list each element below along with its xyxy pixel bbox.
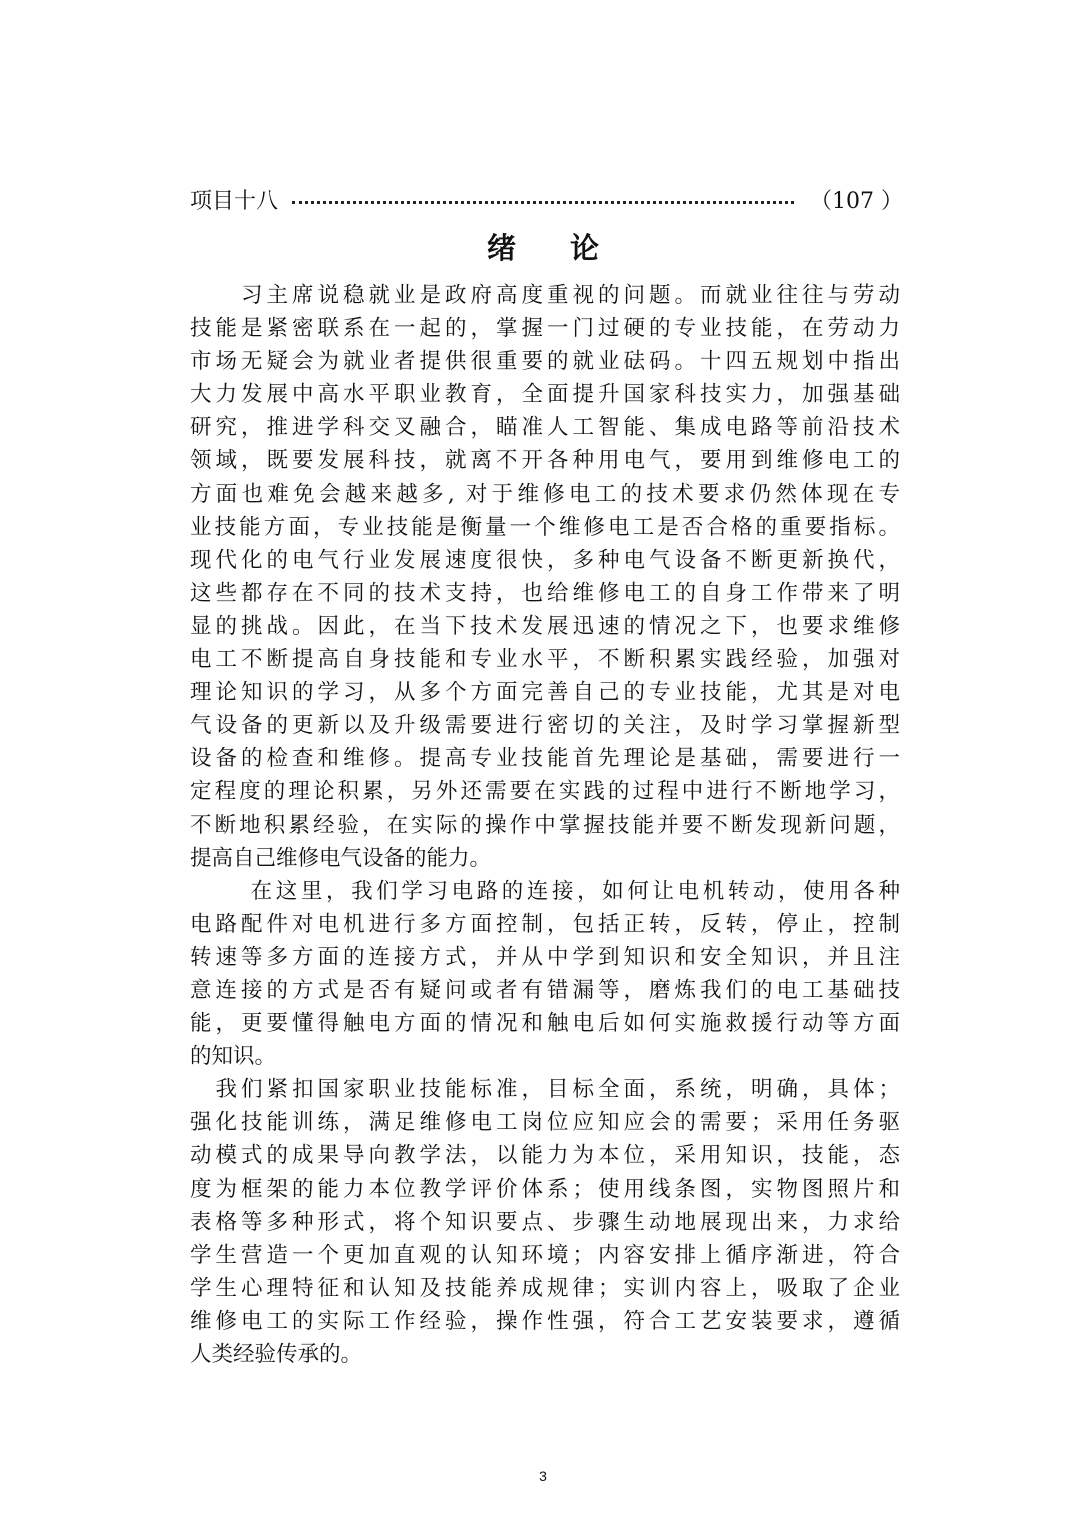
paragraph-line: 技能是紧密联系在一起的，掌握一门过硬的专业技能，在劳动力	[190, 316, 900, 342]
paragraph-line: 强化技能训练，满足维修电工岗位应知应会的需要；采用任务驱	[190, 1110, 900, 1136]
toc-entry-page: （107 ）	[810, 188, 903, 214]
paragraph-line: 提高自己维修电气设备的能力。	[190, 845, 492, 871]
section-heading	[0, 226, 1086, 267]
section-heading-char-2: 论	[570, 231, 600, 265]
paragraph-line: 的知识。	[190, 1044, 277, 1070]
paragraph-line: 领域，既要发展科技，就离不开各种用电气，要用到维修电工的	[190, 448, 900, 474]
paragraph-line: 市场无疑会为就业者提供很重要的就业砝码。十四五规划中指出	[190, 349, 900, 375]
paragraph-line: 显的挑战。因此，在当下技术发展迅速的情况之下，也要求维修	[190, 613, 900, 639]
paragraph-line: 动模式的成果导向教学法，以能力为本位，采用知识，技能，态	[190, 1143, 900, 1169]
paragraph-line: 人类经验传承的。	[190, 1342, 363, 1367]
paragraph	[190, 1073, 900, 1371]
paragraph-line: 电路配件对电机进行多方面控制，包括正转，反转，停止，控制	[190, 911, 900, 937]
section-heading-char-1: 绪	[486, 231, 516, 265]
paragraph-line: 电工不断提高自身技能和专业水平，不断积累实践经验，加强对	[190, 647, 900, 673]
paragraph-line: 理论知识的学习，从多个方面完善自己的专业技能，尤其是对电	[190, 680, 900, 706]
paragraph-line: 意连接的方式是否有疑问或者有错漏等，磨炼我们的电工基础技	[190, 977, 900, 1003]
paragraph-line: 大力发展中高水平职业教育，全面提升国家科技实力，加强基础	[190, 382, 900, 408]
toc-entry-label: 项目十八	[190, 188, 279, 214]
body-text	[190, 279, 900, 1371]
paragraph-line: 学生心理特征和认知及技能养成规律；实训内容上，吸取了企业	[190, 1275, 900, 1301]
paragraph-line: 设备的检查和维修。提高专业技能首先理论是基础，需要进行一	[190, 746, 900, 772]
page-number: 3	[539, 1468, 547, 1484]
toc-leader-dots	[292, 199, 794, 204]
paragraph-line: 气设备的更新以及升级需要进行密切的关注，及时学习掌握新型	[190, 713, 900, 739]
paragraph-line: 这些都存在不同的技术支持，也给维修电工的自身工作带来了明	[190, 580, 900, 606]
paragraph-line: 我们紧扣国家职业技能标准，目标全面，系统，明确，具体；	[190, 1077, 900, 1103]
paragraph-line: 在这里，我们学习电路的连接，如何让电机转动，使用各种	[190, 878, 900, 904]
paragraph-line: 研究，推进学科交叉融合，瞄准人工智能、集成电路等前沿技术	[190, 415, 900, 441]
paragraph-line: 维修电工的实际工作经验，操作性强，符合工艺安装要求，遵循	[190, 1308, 900, 1334]
paragraph-line: 能，更要懂得触电方面的情况和触电后如何实施救援行动等方面	[190, 1011, 900, 1037]
paragraph-line: 方面也难免会越来越多, 对于维修电工的技术要求仍然体现在专	[190, 481, 900, 507]
paragraph-line: 习主席说稳就业是政府高度重视的问题。而就业往往与劳动	[190, 283, 900, 308]
paragraph-line: 度为框架的能力本位教学评价体系；使用线条图，实物图照片和	[190, 1176, 900, 1202]
paragraph-line: 业技能方面，专业技能是衡量一个维修电工是否合格的重要指标。	[190, 514, 900, 540]
paragraph	[190, 875, 900, 1074]
paragraph-line: 转速等多方面的连接方式，并从中学到知识和安全知识，并且注	[190, 944, 900, 970]
paragraph-line: 不断地积累经验，在实际的操作中掌握技能并要不断发现新问题，	[190, 812, 900, 838]
paragraph-line: 表格等多种形式，将个知识要点、步骤生动地展现出来，力求给	[190, 1209, 900, 1235]
paragraph-line: 定程度的理论积累，另外还需要在实践的过程中进行不断地学习，	[190, 779, 900, 805]
paragraph-line: 现代化的电气行业发展速度很快，多种电气设备不断更新换代，	[190, 547, 900, 573]
paragraph-line: 学生营造一个更加直观的认知环境；内容安排上循序渐进，符合	[190, 1242, 900, 1268]
paragraph	[190, 279, 900, 875]
toc-entry	[190, 182, 903, 216]
